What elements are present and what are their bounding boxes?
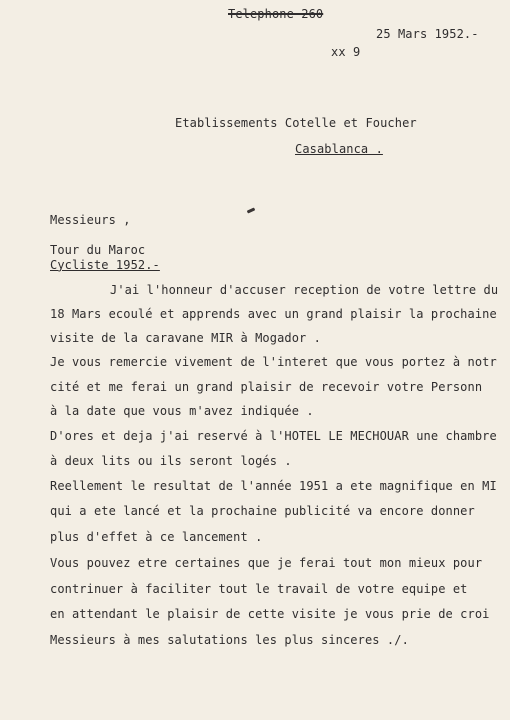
body-line-12: Vous pouvez etre certaines que je ferai tout mon mieux pour xyxy=(50,556,483,570)
body-line-5: cité et me ferai un grand plaisir de recevoir votre Personn xyxy=(50,380,483,394)
body-line-4: Je vous remercie vivement de l'interet que vous portez à notr xyxy=(50,355,497,369)
subject-line-1: Tour du Maroc xyxy=(50,243,146,257)
letter-date: 25 Mars 1952.- xyxy=(376,27,479,41)
body-line-8: à deux lits ou ils seront logés . xyxy=(50,454,292,468)
body-line-14: en attendant le plaisir de cette visite je vous prie de croi xyxy=(50,607,490,621)
body-line-11: plus d'effet à ce lancement . xyxy=(50,530,263,544)
body-line-15: Messieurs à mes salutations les plus sinceres ./. xyxy=(50,633,409,647)
body-line-7: D'ores et deja j'ai reservé à l'HOTEL LE MECHOUAR une chambre xyxy=(50,429,497,443)
telephone-struck: Telephone 260 xyxy=(228,7,324,21)
body-line-9: Reellement le resultat de l'année 1951 a ete magnifique en MI xyxy=(50,479,497,493)
ink-mark xyxy=(247,207,256,213)
addressee-city: Casablanca . xyxy=(295,142,383,156)
body-line-6: à la date que vous m'avez indiquée . xyxy=(50,404,314,418)
body-line-1: J'ai l'honneur d'accuser reception de votre lettre du xyxy=(110,283,499,297)
salutation: Messieurs , xyxy=(50,213,131,227)
body-line-2: 18 Mars ecoulé et apprends avec un grand plaisir la prochaine xyxy=(50,307,497,321)
addressee-name: Etablissements Cotelle et Foucher xyxy=(175,116,417,130)
body-line-3: visite de la caravane MIR à Mogador . xyxy=(50,331,322,345)
reference-number: xx 9 xyxy=(331,45,361,59)
body-line-10: qui a ete lancé et la prochaine publicité va encore donner xyxy=(50,504,475,518)
body-line-13: contrinuer à faciliter tout le travail de votre equipe et xyxy=(50,582,468,596)
subject-line-2: Cycliste 1952.- xyxy=(50,258,160,272)
